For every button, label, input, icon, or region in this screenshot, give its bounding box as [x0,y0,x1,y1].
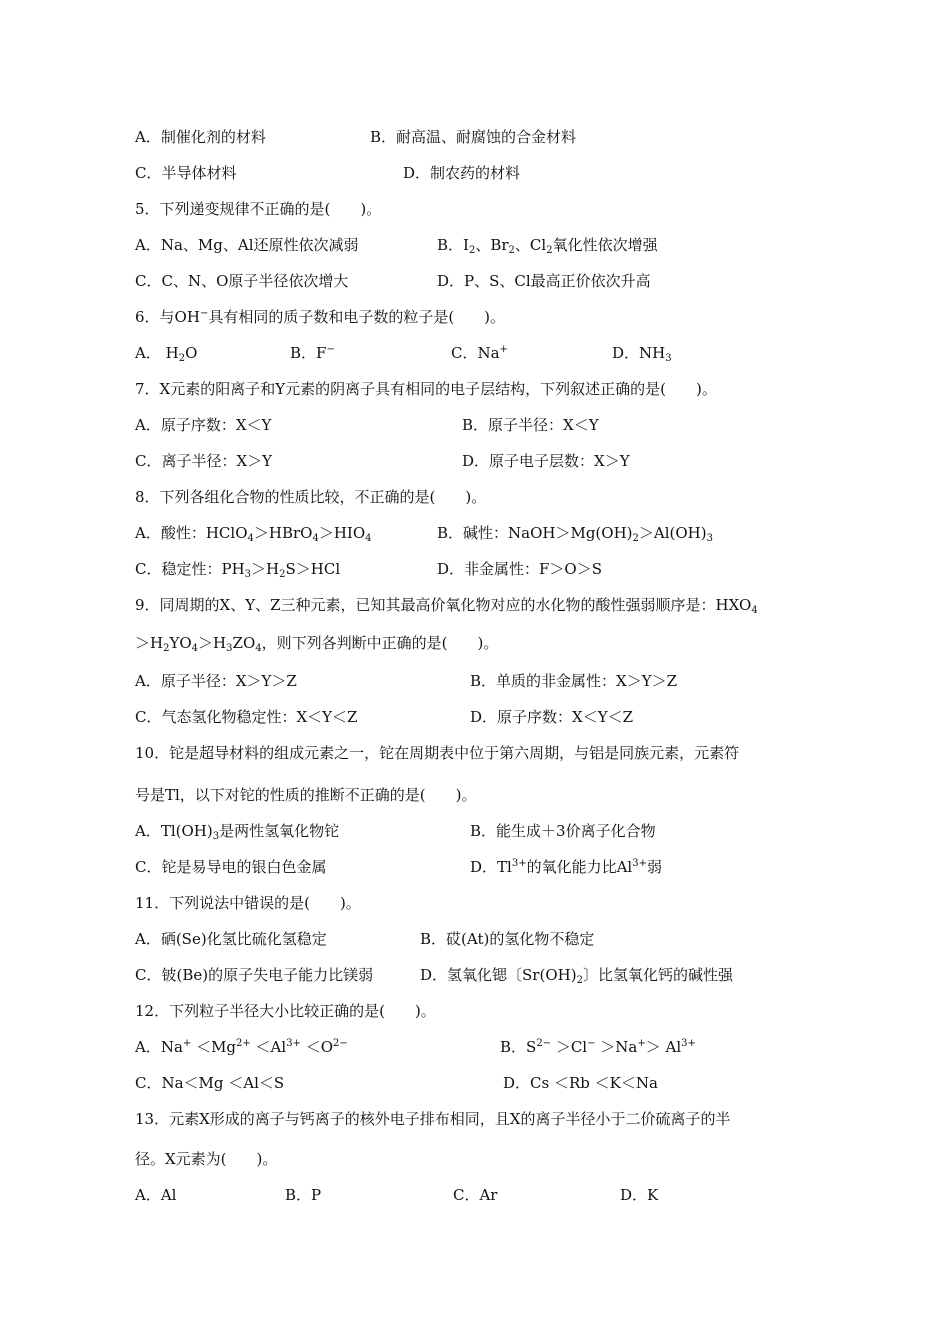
answer-option: D．$Tl^{3+}$的氧化能力比$Al^{3+}$弱 [470,858,662,876]
answer-option: B．F− [290,344,335,362]
question-text: 6．与OH−具有相同的质子数和电子数的粒子是( )。 [135,308,506,326]
answer-option: C．铍(Be)的原子失电子能力比镁弱 [135,966,374,984]
answer-option: B．单质的非金属性：X＞Y＞Z [470,672,678,690]
answer-option: D．原子序数：X＜Y＜Z [470,708,634,726]
answer-option: D．原子电子层数：X＞Y [462,452,630,470]
answer-option: C．半导体材料 [135,164,237,182]
question-text: 5．下列递变规律不正确的是( )。 [135,200,382,218]
question-text: 8．下列各组化合物的性质比较，不正确的是( )。 [135,488,487,506]
answer-option: C．Na＜Mg ＜Al＜S [135,1074,285,1092]
answer-option: B．碱性：$NaOH>Mg(OH)_2>Al(OH)_3$ [437,524,713,544]
question-text: 10．铊是超导材料的组成元素之一，铊在周期表中位于第六周期，与铝是同族元素，元素符 [135,744,740,762]
answer-option: D．制农药的材料 [403,164,521,182]
answer-option: C．气态氢化物稳定性：X＜Y＜Z [135,708,358,726]
answer-option: A．原子序数：X＜Y [135,416,272,434]
answer-option: A．酸性：$HClO_4>HBrO_4>HIO_4$ [135,524,372,544]
answer-option: C．C、N、O原子半径依次增大 [135,272,349,290]
answer-option: A．硒(Se)化氢比硫化氢稳定 [135,930,327,948]
answer-option: A．Na、Mg、Al还原性依次减弱 [135,236,359,254]
answer-option: B．耐高温、耐腐蚀的合金材料 [370,128,577,146]
answer-option: B．$I_2$、$Br_2$、$Cl_2$氧化性依次增强 [437,236,658,256]
answer-option: D．$NH_3$ [612,344,672,364]
answer-option: A． $H_2O$ [135,344,198,364]
question-text: 13．元素X形成的离子与钙离子的核外电子排布相同，且X的离子半径小于二价硫离子的半 [135,1110,731,1128]
question-text: 号是Tl，以下对铊的性质的推断不正确的是( )。 [135,786,477,804]
question-text: 11．下列说法中错误的是( )。 [135,894,361,912]
answer-option: D．非金属性：F＞O＞S [437,560,603,578]
answer-option: D．P、S、Cl最高正价依次升高 [437,272,651,290]
answer-option: A．制催化剂的材料 [135,128,266,146]
question-text: 12．下列粒子半径大小比较正确的是( )。 [135,1002,436,1020]
answer-option: C．稳定性：$PH_3>H_2S>HCl$ [135,560,341,580]
question-text: 9．同周期的X、Y、Z三种元素，已知其最高价氧化物对应的水化物的酸性强弱顺序是：$HXO_4$ [135,596,758,616]
question-text: 径。X元素为( )。 [135,1150,278,1168]
answer-option: D．K [620,1186,659,1204]
answer-option: B．原子半径：X＜Y [462,416,599,434]
question-text: $>H_2YO_4>H_3ZO_4$，则下列各判断中正确的是( )。 [135,634,499,654]
answer-option: B．能生成＋3价离子化合物 [470,822,656,840]
answer-option: C．Na+ [451,344,508,362]
answer-option: B．砹(At)的氢化物不稳定 [420,930,595,948]
answer-option: A．Al [135,1186,177,1204]
answer-option: B．P [285,1186,322,1204]
answer-option: C．离子半径：X＞Y [135,452,273,470]
answer-option: D．氢氧化锶〔$Sr(OH)_2$〕比氢氧化钙的碱性强 [420,966,733,986]
answer-option: B．$S^{2-} >Cl^- >Na^+> Al^{3+}$ [500,1038,696,1056]
answer-option: A．原子半径：X＞Y＞Z [135,672,297,690]
question-text: 7．X元素的阳离子和Y元素的阴离子具有相同的电子层结构，下列叙述正确的是( )。 [135,380,717,398]
answer-option: C．铊是易导电的银白色金属 [135,858,327,876]
answer-option: A．$Tl(OH)_3$是两性氢氧化物铊 [135,822,340,842]
answer-option: C．Ar [453,1186,498,1204]
answer-option: D．Cs ＜Rb ＜K＜Na [503,1074,658,1092]
answer-option: A．$Na^+ <Mg^{2+} <Al^{3+} <O^{2-}$ [135,1038,348,1056]
